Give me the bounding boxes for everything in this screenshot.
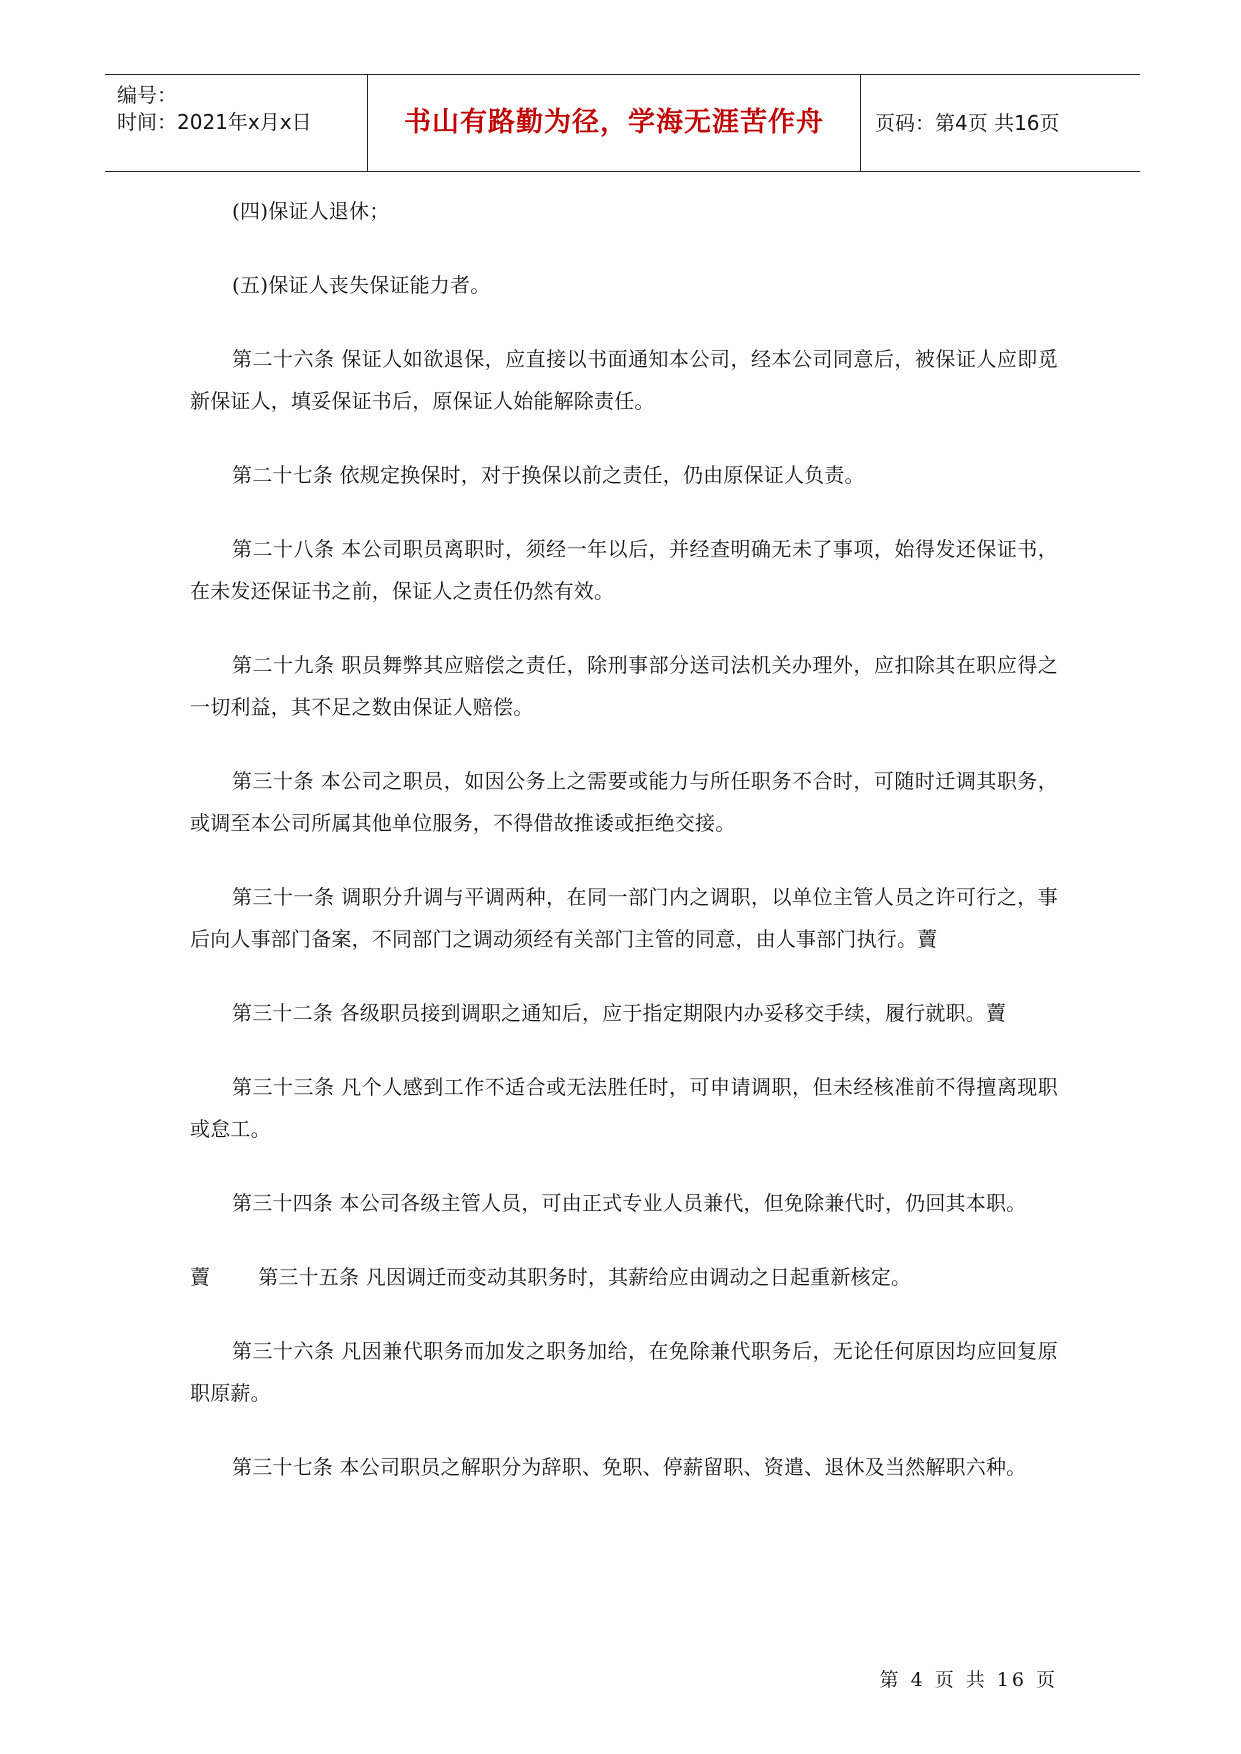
article-26: 第二十六条 保证人如欲退保，应直接以书面通知本公司，经本公司同意后，被保证人应即觅新保证人，填妥保证书后，原保证人始能解除责任。	[190, 347, 1058, 413]
article-34: 第三十四条 本公司各级主管人员，可由正式专业人员兼代，但免除兼代时，仍回其本职。	[232, 1191, 1027, 1215]
document-number-label: 编号：	[117, 83, 177, 107]
page-footer-number: 第 4 页 共 16 页	[879, 1669, 1058, 1691]
article-35	[190, 1256, 1058, 1298]
article-31: 第三十一条 调职分升调与平调两种，在同一部门内之调职，以单位主管人员之许可行之，事后向人事部门备案，不同部门之调动须经有关部门主管的同意，由人事部门执行。藚	[190, 885, 1058, 951]
article-28: 第二十八条 本公司职员离职时，须经一年以后，并经查明确无未了事项，始得发还保证书，在未发还保证书之前，保证人之责任仍然有效。	[190, 537, 1058, 603]
article-35-text: 第三十五条 凡因调迁而变动其职务时，其薪给应由调动之日起重新核定。	[258, 1265, 912, 1289]
article-33: 第三十三条 凡个人感到工作不适合或无法胜任时，可申请调职，但未经核准前不得擅离现职或怠工。	[190, 1075, 1058, 1141]
header-motto: 书山有路勤为径，学海无涯苦作舟	[404, 107, 824, 138]
article-29: 第二十九条 职员舞弊其应赔偿之责任，除刑事部分送司法机关办理外，应扣除其在职应得之一切利益，其不足之数由保证人赔偿。	[190, 653, 1058, 719]
header-right-cell	[861, 75, 1140, 171]
header-page-label: 页码：第4页 共16页	[875, 111, 1060, 135]
article-37: 第三十七条 本公司职员之解职分为辞职、免职、停薪留职、资遣、退休及当然解职六种。	[232, 1455, 1027, 1479]
header-middle-cell	[368, 75, 861, 171]
clause-item-5: (五)保证人丧失保证能力者。	[232, 273, 491, 297]
article-36: 第三十六条 凡因兼代职务而加发之职务加给，在免除兼代职务后，无论任何原因均应回复原职原薪。	[190, 1339, 1058, 1405]
header-left-cell	[105, 75, 368, 171]
article-30: 第三十条 本公司之职员，如因公务上之需要或能力与所任职务不合时，可随时迁调其职务，或调至本公司所属其他单位服务，不得借故推诿或拒绝交接。	[190, 769, 1058, 835]
document-body	[190, 190, 1058, 1520]
page-header	[105, 74, 1140, 172]
document-time-label: 时间：2021年x月x日	[117, 110, 312, 134]
article-27: 第二十七条 依规定换保时，对于换保以前之责任，仍由原保证人负责。	[232, 463, 865, 487]
article-32: 第三十二条 各级职员接到调职之通知后，应于指定期限内办妥移交手续，履行就职。藚	[232, 1001, 1007, 1025]
article-35-prefix: 藚	[190, 1265, 211, 1289]
clause-item-4: (四)保证人退休；	[232, 199, 390, 223]
